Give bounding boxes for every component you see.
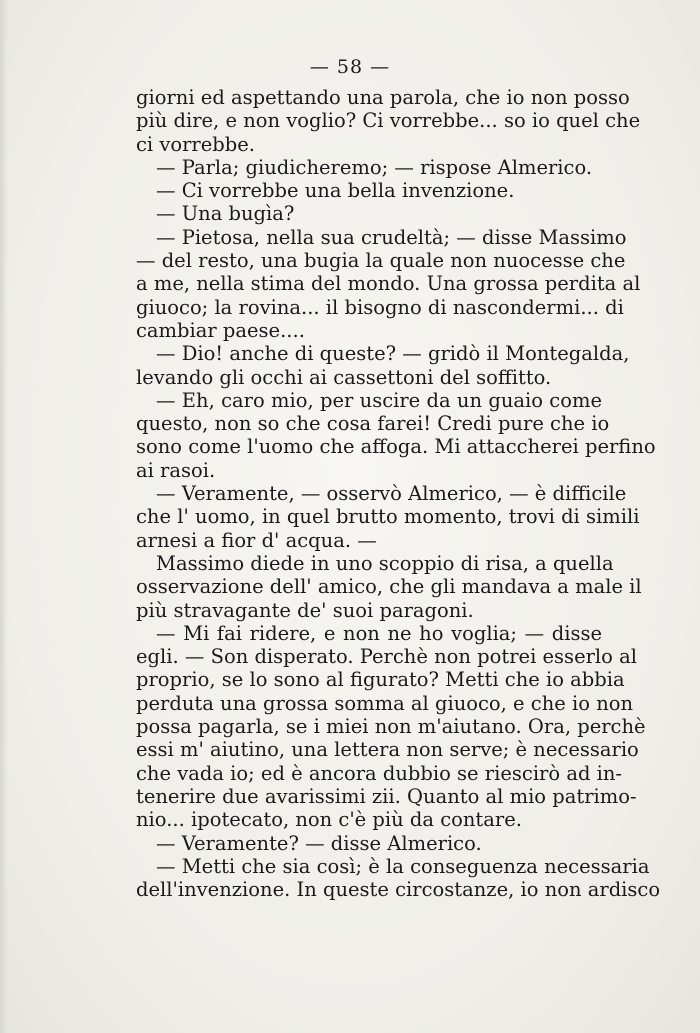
text-line: — Mi fai ridere, e non ne ho voglia; — disse — [156, 621, 602, 645]
text-line: osservazione dell' amico, che gli mandava a male il — [136, 575, 642, 599]
text-line: — Veramente? — disse Almerico. — [156, 831, 482, 855]
text-line: questo, non so che cosa farei! Credi pure che io — [136, 412, 610, 436]
text-line: a me, nella stima del mondo. Una grossa perdita al — [136, 272, 641, 296]
page-number: — 58 — — [309, 56, 391, 78]
text-line: — Una bugìa? — [156, 202, 295, 226]
text-line: — del resto, una bugia la quale non nuocesse che — [136, 249, 626, 273]
text-line: cambiar paese.... — [136, 318, 305, 342]
text-line: tenerire due avarissimi zii. Quanto al mio patrimo- — [136, 784, 637, 808]
text-line: che l' uomo, in quel brutto momento, trovi di simili — [136, 505, 640, 529]
page-spine-shadow — [0, 0, 8, 1033]
text-line: — Metti che sia così; è la conseguenza necessaria — [156, 854, 650, 878]
text-line: Massimo diede in uno scoppio di risa, a quella — [156, 551, 614, 575]
body-text — [136, 86, 661, 902]
text-line: ci vorrebbe. — [136, 132, 255, 156]
text-line: egli. — Son disperato. Perchè non potrei esserlo al — [136, 645, 637, 669]
text-line: giorni ed aspettando una parola, che io non posso — [136, 86, 630, 109]
text-line: — Eh, caro mio, per uscire da un guaio come — [156, 388, 602, 412]
text-line: — Parla; giudicheremo; — rispose Almerico. — [156, 155, 593, 179]
text-line: ai rasoi. — [136, 458, 216, 482]
text-line: essi m' aiutino, una lettera non serve; è necessario — [136, 738, 639, 762]
text-line: arnesi a fior d' acqua. — — [136, 528, 377, 552]
text-line: — Pietosa, nella sua crudeltà; — disse Massimo — [156, 225, 627, 249]
text-line: nio... ipotecato, non c'è più da contare. — [136, 808, 522, 832]
text-line: — Ci vorrebbe una bella invenzione. — [156, 179, 515, 203]
text-line: — Veramente, — osservò Almerico, — è difficile — [156, 482, 627, 506]
text-line: giuoco; la rovina... il bisogno di nascondermi... di — [136, 295, 624, 319]
text-line: — Dio! anche di queste? — gridò il Montegalda, — [156, 342, 630, 366]
text-line: più dire, e non voglio? Ci vorrebbe... so io quel che — [136, 109, 641, 133]
text-line: dell'invenzione. In queste circostanze, io non ardisco — [136, 878, 661, 902]
text-line: levando gli occhi ai cassettoni del soffitto. — [136, 365, 552, 389]
text-line: sono come l'uomo che affoga. Mi attaccherei perfino — [136, 435, 656, 459]
text-line: che vada io; ed è ancora dubbio se riescirò ad in- — [136, 761, 623, 785]
text-line: perduta una grossa somma al giuoco, e che io non — [136, 691, 634, 715]
text-line: più stravagante de' suoi paragoni. — [136, 598, 474, 622]
text-line: proprio, se lo sono al figurato? Metti che io abbia — [136, 668, 625, 692]
text-line: possa pagarla, se i miei non m'aiutano. Ora, perchè — [136, 715, 646, 739]
